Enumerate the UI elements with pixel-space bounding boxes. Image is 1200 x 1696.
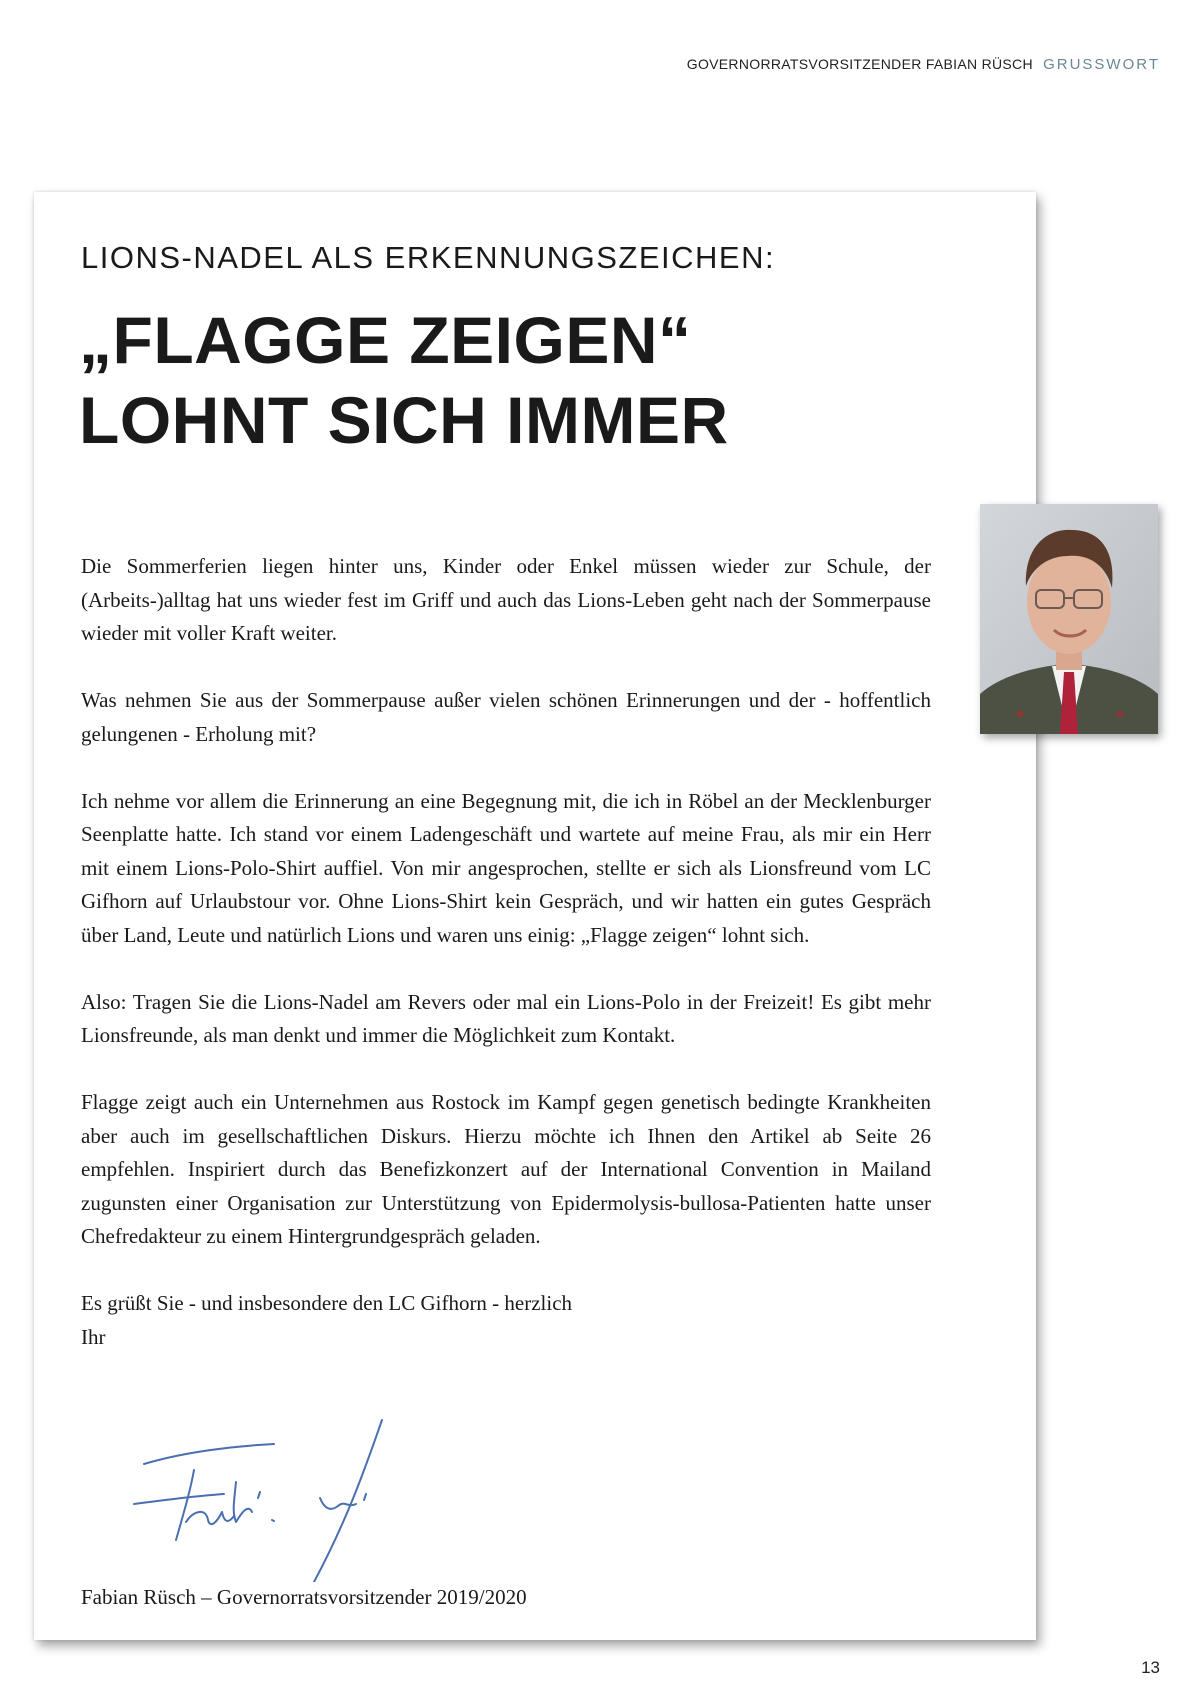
article-body	[81, 550, 931, 1354]
article-card	[34, 192, 1036, 1640]
greeting	[81, 1287, 931, 1354]
handwritten-signature-icon	[124, 1412, 414, 1582]
article-kicker: LIONS-NADEL ALS ERKENNUNGSZEICHEN:	[81, 240, 776, 275]
running-title: GOVERNORRATSVORSITZENDER FABIAN RÜSCH	[686, 56, 1033, 72]
headline-line-1: „FLAGGE ZEIGEN“	[79, 303, 692, 377]
greeting-line-1: Es grüßt Sie - und insbesondere den LC Gifhorn - herzlich	[81, 1291, 573, 1315]
paragraph-5: Flagge zeigt auch ein Unternehmen aus Rostock im Kampf gegen genetisch bedingte Krankheiten aber auch im gesellschaftlichen Diskurs. Hierzu möchte ich Ihnen den Artikel ab Seite 26 empfehlen. Inspiriert durch das Benefizkonzert auf der International Convention in Mailand zugunsten einer Organisation zur Unterstützung von Epidermolysis-bullosa-Patienten hatte unser Chefredakteur zu einem Hintergrundgespräch geladen.	[81, 1090, 931, 1248]
page-number: 13	[1141, 1658, 1160, 1677]
paragraph-1: Die Sommerferien liegen hinter uns, Kinder oder Enkel müssen wieder zur Schule, der (Arbeits-)alltag hat uns wieder fest im Griff und auch das Lions-Leben geht nach der Sommerpause wieder mit voller Kraft weiter.	[81, 554, 931, 645]
paragraph-3: Ich nehme vor allem die Erinnerung an eine Begegnung mit, die ich in Röbel an der Mecklenburger Seenplatte hatte. Ich stand vor einem Ladengeschäft und wartete auf meine Frau, als mir ein Herr mit einem Lions-Polo-Shirt auffiel. Von mir angesprochen, stellte er sich als Lionsfreund vom LC Gifhorn auf Urlaubstour vor. Ohne Lions-Shirt kein Gespräch, und wir hatten ein gutes Gespräch über Land, Leute und natürlich Lions und waren uns einig: „Flagge zeigen“ lohnt sich.	[81, 788, 931, 947]
signer-line: Fabian Rüsch – Governorratsvorsitzender 2019/2020	[81, 1585, 527, 1609]
article-headline	[79, 300, 729, 460]
running-header	[687, 56, 1160, 73]
headline-line-2: LOHNT SICH IMMER	[79, 383, 729, 457]
paragraph-4: Also: Tragen Sie die Lions-Nadel am Revers oder mal ein Lions-Polo in der Freizeit! Es gibt mehr Lionsfreunde, als man denkt und immer die Möglichkeit zum Kontakt.	[81, 989, 931, 1047]
section-label: GRUSSWORT	[1043, 56, 1160, 73]
portrait-photo-icon	[980, 504, 1158, 734]
paragraph-2: Was nehmen Sie aus der Sommerpause außer vielen schönen Erinnerungen und der - hoffentlich gelungenen - Erholung mit?	[81, 688, 931, 746]
greeting-line-2: Ihr	[81, 1324, 106, 1349]
